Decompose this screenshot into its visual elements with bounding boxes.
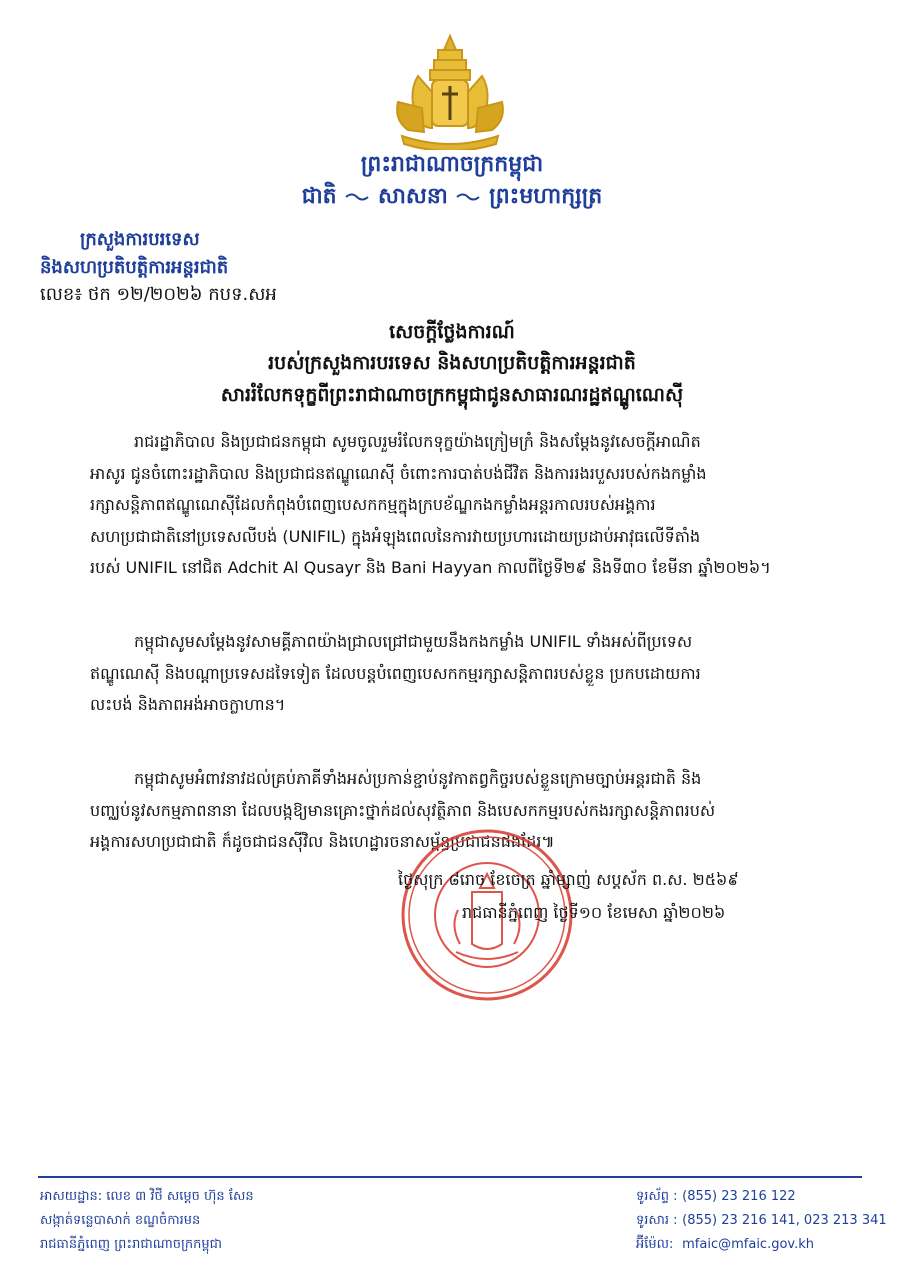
fax-label: ទូរសារ :: [636, 1213, 678, 1228]
lunar-date: ថ្ងៃសុក្រ ៨រោច ខែចេត្រ ឆ្នាំម្សាញ់ សប្តស័ក ព.ស. ២៥៦៩: [398, 870, 739, 889]
motto-king: ព្រះមហាក្សត្រ: [489, 184, 603, 209]
email-label: អ៊ីម៉ែល:: [636, 1237, 674, 1252]
divider-ornament-icon: [455, 192, 481, 202]
ministry-name-line1: ក្រសួងការបរទេស: [80, 229, 200, 250]
kingdom-heading: ព្រះរាជាណាចក្រកម្ពុជា: [360, 152, 544, 177]
phone-label: ទូរស័ព្ទ :: [636, 1189, 678, 1204]
paragraph-line: រក្សាសន្តិភាពឥណ្ឌូណេស៊ីដែលកំពុងបំពេញបេសកកម្មក្នុងក្របខ័ណ្ឌកងកម្លាំងអន្តរកាលរបស់អង្គការ: [90, 495, 656, 514]
paragraph-line: របស់ UNIFIL នៅជិត Adchit Al Qusayr និង Bani Hayyan កាលពីថ្ងៃទី២៩ និងទី៣០ ខែមីនា ឆ្នាំ២០២៦។: [90, 558, 771, 577]
royal-coat-of-arms-icon: [388, 32, 512, 150]
statement-subject: សាររំលែកទុក្ខពីព្រះរាជាណាចក្រកម្ពុជាជូនសាធារណរដ្ឋឥណ្ឌូណេស៊ី: [220, 384, 684, 406]
paragraph-line: កម្ពុជាសូមសម្តែងនូវសាមគ្គីភាពយ៉ាងជ្រាលជ្រៅជាមួយនឹងកងកម្លាំង UNIFIL ទាំងអស់ពីប្រទេស: [134, 632, 693, 651]
motto-nation: ជាតិ: [301, 184, 337, 209]
reference-number: លេខ៖ ថក ១២/២០២៦ កបទ.សអ: [40, 284, 277, 305]
statement-subtitle: របស់ក្រសួងការបរទេស និងសហប្រតិបត្តិការអន្តរជាតិ: [268, 352, 636, 374]
paragraph-line: កម្ពុជាសូមអំពាវនាវដល់គ្រប់ភាគីទាំងអស់ប្រកាន់ខ្ជាប់នូវកាតព្វកិច្ចរបស់ខ្លួនក្រោមច្បាប់អន្តរជាតិ និង: [134, 769, 702, 788]
footer-fax: [636, 1212, 887, 1231]
email-address[interactable]: mfaic@mfaic.gov.kh: [682, 1237, 814, 1252]
footer-email: [636, 1236, 814, 1255]
body-paragraph-2: [90, 626, 844, 721]
paragraph-line: អង្គការសហប្រជាជាតិ ក៏ដូចជាជនស៊ីវិល និងហេដ្ឋារចនាសម្ព័ន្ធប្រជាជនផងដែរ៕: [90, 832, 555, 851]
statement-title: សេចក្តីថ្លែងការណ៍: [389, 321, 515, 343]
kingdom-motto: [0, 182, 904, 214]
phone-number: (855) 23 216 122: [682, 1189, 796, 1204]
footer-address-line2: សង្កាត់ទន្លេបាសាក់ ខណ្ឌចំការមន: [40, 1213, 201, 1228]
paragraph-line: លះបង់ និងភាពអង់អាចក្លាហាន។: [90, 695, 286, 714]
body-paragraph-1: [90, 426, 844, 584]
paragraph-line: អាសូរ ជូនចំពោះរដ្ឋាភិបាល និងប្រជាជនឥណ្ឌូណេស៊ី ចំពោះការបាត់បង់ជីវិត និងការរងរបួសរបស់កងកម្លាំង: [90, 463, 707, 483]
motto-religion: សាសនា: [377, 184, 448, 209]
paragraph-line: រាជរដ្ឋាភិបាល និងប្រជាជនកម្ពុជា សូមចូលរួមរំលែកទុក្ខយ៉ាងក្រៀមក្រំ និងសម្តែងនូវសេចក្តីអាណិត: [134, 432, 701, 451]
ministry-name-line2: និងសហប្រតិបត្តិការអន្តរជាតិ: [40, 257, 229, 278]
paragraph-line: បញ្ឈប់នូវសកម្មភាពនានា ដែលបង្កឱ្យមានគ្រោះថ្នាក់ដល់សុវត្ថិភាព និងបេសកកម្មរបស់កងរក្សាសន្តិភាពរបស់: [90, 800, 716, 820]
paragraph-line: ឥណ្ឌូណេស៊ី និងបណ្តាប្រទេសដទៃទៀត ដែលបន្តបំពេញបេសកកម្មរក្សាសន្តិភាពរបស់ខ្លួន ប្រកបដោយការ: [90, 663, 701, 683]
paragraph-line: សហប្រជាជាតិនៅប្រទេសលីបង់ (UNIFIL) ក្នុងអំឡុងពេលនៃការវាយប្រហារដោយប្រដាប់អាវុធលើទីតាំង: [90, 526, 701, 546]
footer-phone: [636, 1188, 796, 1207]
footer-address-line1: អាសយដ្ឋាន: លេខ ៣ វិថី សម្តេច ហ៊ុន សែន: [40, 1189, 254, 1204]
fax-number: (855) 23 216 141, 023 213 341: [682, 1213, 887, 1228]
solar-date: រាជធានីភ្នំពេញ ថ្ងៃទី១០ ខែមេសា ឆ្នាំ២០២៦: [462, 903, 726, 922]
footer-address-line3: រាជធានីភ្នំពេញ ព្រះរាជាណាចក្រកម្ពុជា: [40, 1237, 222, 1252]
footer-divider: [38, 1176, 862, 1178]
divider-ornament-icon: [344, 192, 370, 202]
